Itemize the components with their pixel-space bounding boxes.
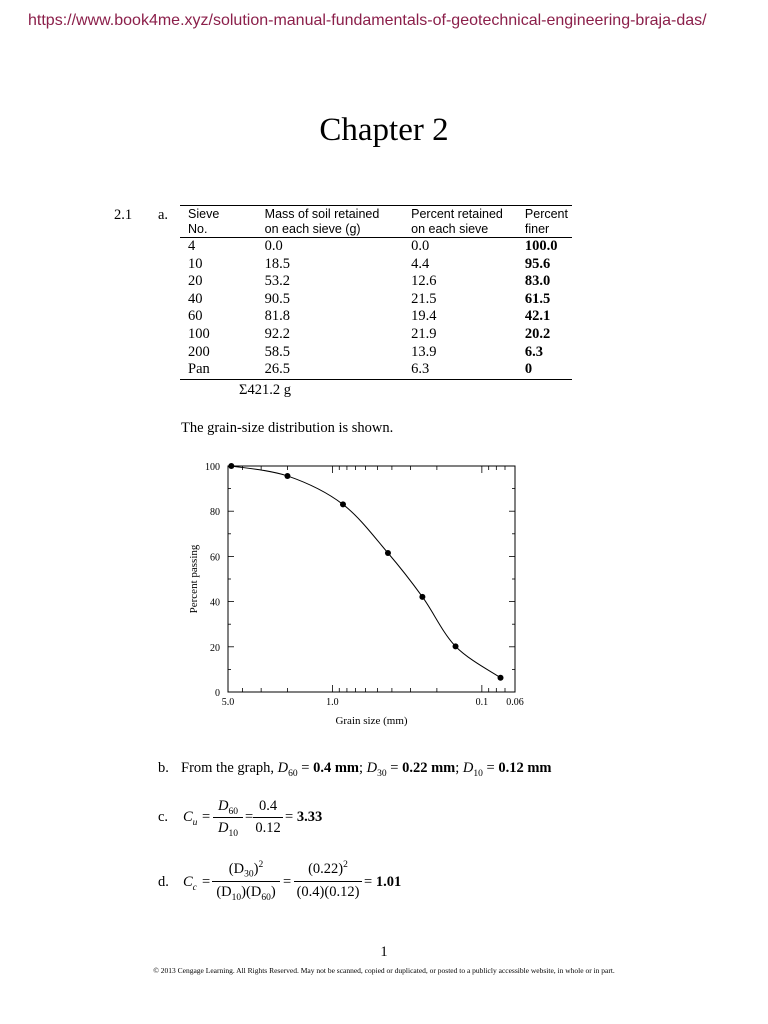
header-percent-retained: Percent retained on each sieve <box>403 206 517 238</box>
cc-result: = 1.01 <box>364 874 402 890</box>
cell-mass: 81.8 <box>264 308 291 325</box>
cell-sieve: 20 <box>188 273 203 290</box>
page-number: 1 <box>380 944 388 960</box>
data-point <box>419 594 425 600</box>
cell-finer: 20.2 <box>524 325 551 342</box>
part-a-label: a. <box>158 207 169 223</box>
cell-retained: 4.4 <box>411 255 430 272</box>
cell-finer: 100.0 <box>524 238 558 254</box>
cc-numerator: $(D_{30})^2$ <box>228 860 264 880</box>
y-tick-label: 100 <box>205 462 220 473</box>
y-tick-label: 40 <box>210 597 220 609</box>
cc-value-bar <box>294 881 362 882</box>
cu-equals-2: = <box>245 809 254 825</box>
cu-equals-1: = <box>202 809 211 825</box>
cu-symbol: $C_u$ <box>183 809 198 828</box>
part-d-label: d. <box>158 874 169 890</box>
grain-size-chart <box>180 452 540 734</box>
cell-sieve: 40 <box>188 290 203 307</box>
cc-den-value: (0.4)(0.12) <box>296 884 360 900</box>
data-point <box>498 675 504 681</box>
sieve-analysis-table <box>180 205 572 380</box>
cu-result: = 3.33 <box>285 809 323 825</box>
cell-sieve: 10 <box>188 255 203 272</box>
cell-sieve: 4 <box>188 238 196 254</box>
cell-sieve: Pan <box>180 361 257 379</box>
cell-sieve: 200 <box>188 343 210 360</box>
graph-caption: The grain-size distribution is shown. <box>181 420 394 436</box>
cell-sieve: 100 <box>188 325 210 342</box>
y-tick-label: 60 <box>210 552 220 564</box>
data-point <box>340 501 346 507</box>
header-percent-finer: Percent finer <box>517 206 572 238</box>
chapter-title: Chapter 2 <box>319 112 449 148</box>
x-tick-label: 1.0 <box>326 697 339 708</box>
cell-retained: 21.5 <box>411 290 437 307</box>
cu-den-value: 0.12 <box>255 820 281 836</box>
table-row <box>180 291 572 309</box>
table-header-row <box>180 206 572 238</box>
data-point <box>453 643 459 649</box>
cell-finer: 61.5 <box>524 290 551 307</box>
table-row <box>180 361 572 379</box>
y-axis-label: Percent passing <box>188 544 200 614</box>
cell-retained: 6.3 <box>403 361 517 379</box>
cu-denominator: $D_{10}$ <box>218 820 238 839</box>
copyright-notice: © 2013 Cengage Learning. All Rights Reserved. May not be scanned, copied or duplicated, or posted to a publicly accessible website, in whole or in part. <box>153 966 615 975</box>
data-points <box>228 463 503 681</box>
cell-mass: 53.2 <box>264 273 291 290</box>
part-b-label: b. <box>158 760 169 776</box>
cc-equals-1: = <box>202 874 211 890</box>
cell-retained: 13.9 <box>411 343 437 360</box>
axis-ticks <box>228 466 515 692</box>
cell-retained: 19.4 <box>411 308 437 325</box>
cu-num-value: 0.4 <box>258 798 278 814</box>
table-row <box>180 238 572 256</box>
cc-equals-2: = <box>283 874 292 890</box>
cu-value-bar <box>253 817 283 818</box>
cell-finer: 83.0 <box>524 273 551 290</box>
problem-number: 2.1 <box>114 207 133 223</box>
cu-fraction-bar <box>213 817 243 818</box>
y-tick-labels <box>205 462 220 699</box>
y-tick-label: 0 <box>215 688 220 699</box>
x-tick-label: 0.06 <box>506 697 524 708</box>
source-url-link[interactable]: https://www.book4me.xyz/solution-manual-fundamentals-of-geotechnical-engineering-braja-das/ <box>28 12 707 29</box>
cell-retained: 12.6 <box>411 273 437 290</box>
x-tick-labels <box>222 697 524 708</box>
part-b-text: From the graph, $D_{60} = 0.4$ mm; $D_{30} = 0.22$ mm; $D_{10} = 0.12$ mm <box>181 760 552 779</box>
cell-finer: 6.3 <box>524 343 544 360</box>
cell-retained: 0.0 <box>411 238 430 254</box>
cc-symbol: $C_c$ <box>183 874 197 893</box>
x-tick-label: 0.1 <box>475 697 489 708</box>
table-row <box>180 308 572 326</box>
x-axis-label: Grain size (mm) <box>335 715 408 727</box>
cell-sieve: 60 <box>188 308 203 325</box>
cell-mass: 18.5 <box>264 255 291 272</box>
cell-mass: 58.5 <box>264 343 291 360</box>
cell-finer: 0 <box>517 361 572 379</box>
data-point <box>228 463 234 469</box>
header-mass-retained: Mass of soil retained on each sieve (g) <box>257 206 403 238</box>
y-tick-label: 80 <box>210 507 220 519</box>
header-sieve-no: Sieve No. <box>180 206 257 238</box>
cell-finer: 95.6 <box>524 255 551 272</box>
cu-numerator: $D_{60}$ <box>218 798 238 817</box>
table-row <box>180 256 572 274</box>
y-tick-label: 20 <box>210 642 220 654</box>
table-row <box>180 344 572 362</box>
table-row <box>180 326 572 344</box>
cc-num-value: $(0.22)^2$ <box>308 860 348 877</box>
x-tick-label: 5.0 <box>221 697 235 708</box>
table-row <box>180 273 572 291</box>
part-c-label: c. <box>158 809 169 825</box>
distribution-curve <box>231 466 500 678</box>
cell-mass: 26.5 <box>257 361 403 379</box>
cc-fraction-bar <box>212 881 280 882</box>
cell-mass: 0.0 <box>264 238 283 254</box>
cell-mass: 92.2 <box>264 325 291 342</box>
plot-border <box>228 466 515 692</box>
data-point <box>385 550 391 556</box>
cell-mass: 90.5 <box>264 290 291 307</box>
cell-finer: 42.1 <box>524 308 551 325</box>
cell-retained: 21.9 <box>411 325 437 342</box>
plot-frame <box>228 466 515 692</box>
data-point <box>284 473 290 479</box>
cc-denominator: $(D_{10})(D_{60})$ <box>216 884 276 903</box>
mass-total: Σ421.2 g <box>239 382 291 398</box>
